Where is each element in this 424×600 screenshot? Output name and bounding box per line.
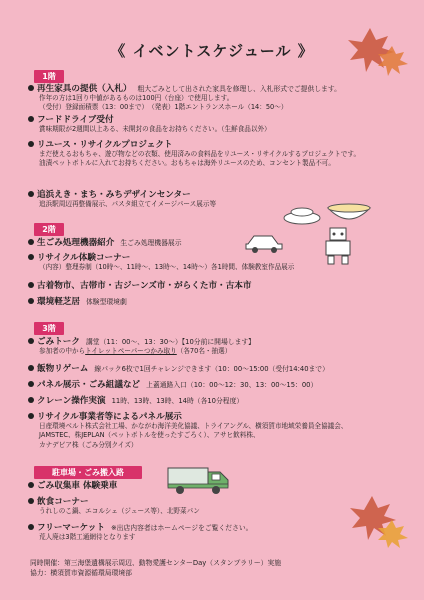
item-heading: 古着物市、古帯市・古ジーンズ市・がらくた市・古本市	[37, 281, 252, 291]
item-body: まだ使えるおもちゃ、遊び物などの衣類、使用済みの食料品をリユース・リサイクルするプロジェクトです。	[39, 150, 361, 158]
garbage-truck-icon	[166, 462, 232, 496]
floor-2-label: 2階	[34, 223, 64, 236]
item-heading: リサイクル体験コーナー	[37, 253, 131, 263]
item-subtext: 11時、13時、13時、14時（各10分程度）	[111, 397, 244, 405]
item-subtext: 生ごみ処理機器展示	[120, 239, 182, 247]
dishes-icon	[282, 200, 322, 226]
page-title: 《 イベントスケジュール 》	[110, 42, 314, 60]
list-item	[28, 364, 400, 374]
floor-3-label: 3階	[34, 322, 64, 335]
autumn-leaves-icon	[342, 490, 412, 550]
list-item	[28, 84, 400, 113]
bullet-icon	[28, 498, 34, 504]
item-subtext: 講堂（11：00～、13：30～）【10分前に開場します】	[85, 338, 255, 346]
bullet-icon	[28, 141, 34, 147]
list-item	[28, 281, 400, 291]
item-heading: 追浜えき・まち・みちデザインセンター	[37, 190, 191, 200]
item-subtext: 線パック6枚で1回チャレンジできます（10：00～15:00（受付14:40まで）	[94, 365, 329, 373]
item-body: 追浜駅周辺再整備展示、パスタ組立てイメージパース展示等	[39, 200, 217, 208]
bullet-icon	[28, 116, 34, 122]
item-subtext: 上蓋通路入口（10：00～12：30、13：00～15：00）	[146, 381, 318, 389]
list-item	[28, 337, 400, 356]
bullet-icon	[28, 239, 34, 245]
item-heading: クレーン操作実演	[37, 396, 106, 406]
item-heading: 再生家具の提供（入札）	[37, 84, 132, 94]
list-item	[28, 140, 400, 169]
list-item	[28, 297, 400, 307]
item-heading: フリーマーケット	[37, 523, 105, 533]
footer-note: 同時開催：第三海堡遺構展示周辺、動物愛護センターDay（スタンプラリー）実施	[30, 559, 282, 567]
item-body: 賞味期限が2週間以上ある、未開封の食品をお持ちください。（生鮮食品以外）	[39, 125, 271, 133]
item-body: （内容）整理券制（10時～、11時～、13時～、14時～）各1時間、体験教室作品展示	[39, 263, 295, 271]
item-subtext: 体験型環境劇	[85, 298, 127, 306]
item-body: 作年の方は1回り中値があるものは100円（台座）で使用します。	[39, 94, 234, 102]
bullet-icon	[28, 365, 34, 371]
item-heading: 飲食コーナー	[37, 497, 89, 507]
item-body: 油漬ペットボトルに入れてお持ちください。おもちゃは海外リユースのため、コンセント製品不可。	[39, 159, 335, 168]
bullet-icon	[28, 413, 34, 419]
item-heading: リサイクル事業者等によるパネル展示	[37, 412, 182, 422]
item-heading: リユース・リサイクルプロジェクト	[37, 140, 173, 150]
item-heading: フードドライブ受付	[37, 115, 114, 125]
parking-label: 駐車場・ごみ搬入路	[34, 466, 142, 479]
footer-note: 協力：横須賀市資源循環局環境部	[30, 569, 132, 577]
bullet-icon	[28, 381, 34, 387]
footer	[30, 558, 281, 578]
item-body: 参加者の中からトイレットペーパーつかみ取り（各70名・抽選）	[39, 347, 232, 355]
item-heading: 飯物リゲーム	[37, 364, 89, 374]
bullet-icon	[28, 524, 34, 530]
list-item	[28, 396, 400, 406]
item-subtext: 粗大ごみとして出された家具を修理し、入札形式でご提供します。	[137, 85, 341, 93]
item-heading: ごみ収集車 体験乗車	[37, 481, 118, 491]
item-body: 荒人廃は3階工通網待となります	[39, 533, 136, 541]
bullet-icon	[28, 338, 34, 344]
item-heading: パネル展示・ごみ組議など	[37, 380, 141, 390]
list-item	[28, 115, 400, 134]
bullet-icon	[28, 482, 34, 488]
item-body: 日産環境ベルト株式会社工場、かながわ海洋美化協議、トライアングル、横須賀市地域栄養員全協議会、	[39, 422, 348, 430]
toy-robot-icon	[318, 226, 358, 266]
item-heading: 生ごみ処理機器紹介	[37, 238, 115, 248]
item-heading: 環境軽芝居	[37, 297, 80, 307]
item-heading: ごみトーク	[37, 337, 80, 347]
bullet-icon	[28, 397, 34, 403]
bullet-icon	[28, 282, 34, 288]
bullet-icon	[28, 85, 34, 91]
item-body: カナデビア株（ごみ分別クイズ）	[39, 440, 138, 449]
floor-1-label: 1階	[34, 70, 64, 83]
item-body: JAMSTEC、株JEPLAN（ペットボトルを使ったすごろく）、アサヒ飲料株、	[39, 431, 260, 440]
toy-car-icon	[244, 230, 284, 254]
bullet-icon	[28, 254, 34, 260]
list-item	[28, 412, 400, 450]
bullet-icon	[28, 298, 34, 304]
bullet-icon	[28, 191, 34, 197]
item-body: （受付）登録面積票（13：00まで） （発表）1階エントランスホール（14：50～）	[39, 103, 288, 112]
bowl-icon	[324, 196, 374, 226]
list-item	[28, 380, 400, 390]
item-body: うれしのこ鍋、エコルシェ（ジュース等）、北野菜パン	[39, 507, 200, 515]
highlight-text: トイレットペーパーつかみ取り	[85, 347, 177, 355]
item-subtext: ※出店内容者はホームページをご覧ください。	[110, 524, 253, 532]
